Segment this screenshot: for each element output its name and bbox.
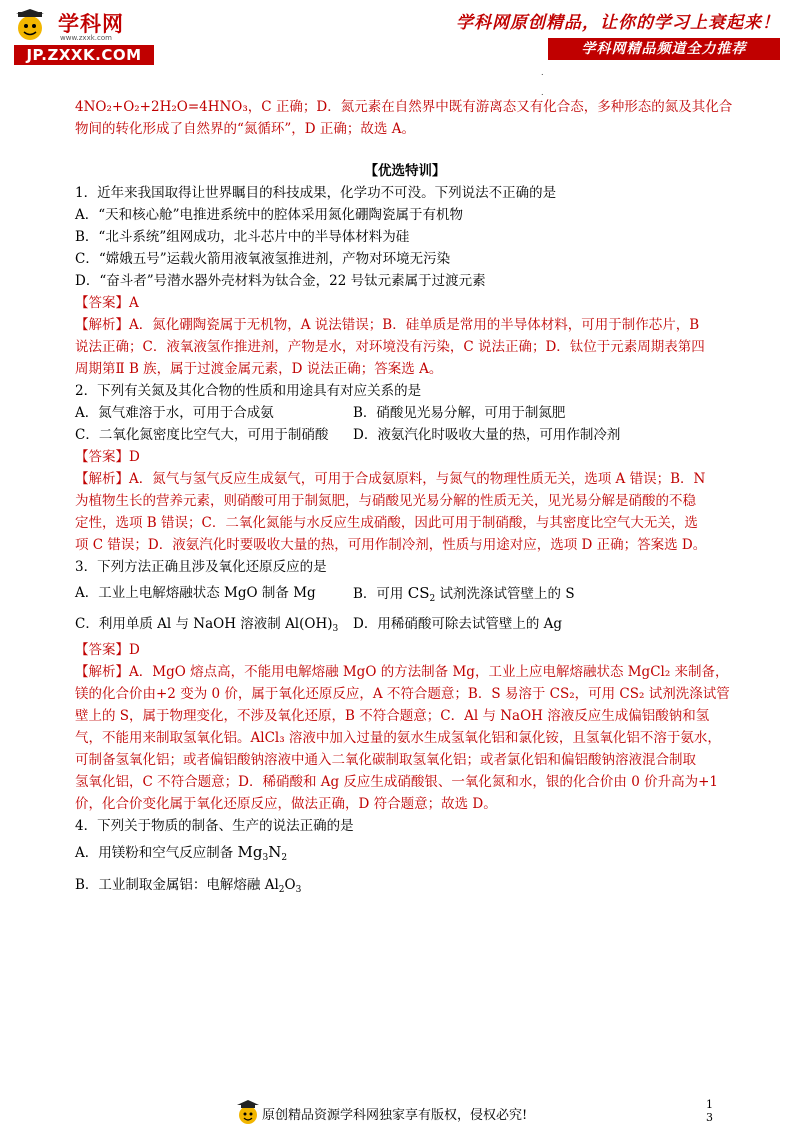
page-header <box>0 0 800 97</box>
q1-analysis-line: 【解析】A．氮化硼陶瓷属于无机物，A 说法错误；B．硅单质是常用的半导体材料，可用于制作芯片，B <box>75 317 700 333</box>
q2-option-a: A．氮气难溶于水，可用于合成氨 <box>75 405 274 421</box>
q4-option-b: B．工业制取金属铝：电解熔融 $Al_2O_3$ <box>75 877 302 895</box>
mascot-icon <box>236 1100 260 1126</box>
q3-analysis-line: 壁上的 S，属于物理变化，不涉及氧化还原，B 不符合题意；C．Al 与 NaOH 溶液反应生成偏铝酸钠和氢 <box>75 708 710 724</box>
q2-analysis-line: 项 C 错误；D．液氨汽化时要吸收大量的热，可用作制冷剂，性质与用途对应，选项 D 正确；答案选 D。 <box>75 537 707 553</box>
q2-options-row-1 <box>75 402 735 424</box>
page-footer <box>0 1090 800 1130</box>
header-banner: 学科网精品频道全力推荐 <box>548 38 780 60</box>
q2-analysis-line: 为植物生长的营养元素，则硝酸可用于制氮肥，与硝酸见光易分解的性质无关，见光易分解是硝酸的不稳 <box>75 493 696 509</box>
q3-option-a: A．工业上电解熔融状态 MgO 制备 Mg <box>75 585 316 601</box>
q1-option-a: A．“天和核心舱”电推进系统中的腔体采用氮化硼陶瓷属于有机物 <box>75 207 464 223</box>
q3-option-d: D．用稀硝酸可除去试管壁上的 Ag <box>353 616 563 632</box>
q2-analysis-line: 【解析】A．氮气与氢气反应生成氨气，可用于合成氨原料，与氮气的物理性质无关，选项 A 错误；B．N <box>75 471 706 487</box>
logo-name: 学科网 <box>58 12 124 36</box>
q1-analysis-line: 说法正确；C．液氧液氢作推进剂，产物是水，对环境没有污染，C 说法正确；D．钛位于元素周期表第四 <box>75 339 705 355</box>
header-slogan: 学科网原创精品，让你的学习上衰起来！ <box>456 13 780 33</box>
q2-analysis-line: 定性，选项 B 错误；C．二氧化氮能与水反应生成硝酸，因此可用于制硝酸，与其密度比空气大无关，选 <box>75 515 698 531</box>
q1-answer: 【答案】A <box>75 295 139 311</box>
document-body <box>75 96 735 902</box>
q4-option-a: A．用镁粉和空气反应制备 $Mg_3N_2$ <box>75 843 288 863</box>
q3-analysis-line: 价，化合价变化属于氧化还原反应，做法正确，D 符合题意；故选 D。 <box>75 796 497 812</box>
intro-line-2: 物间的转化形成了自然界的“氮循环”，D 正确；故选 A。 <box>75 121 415 137</box>
q1-option-d: D．“奋斗者”号潜水器外壳材料为钛合金，22 号钛元素属于过渡元素 <box>75 273 486 289</box>
q3-analysis-line: 氢氧化铝，C 不符合题意；D．稀硝酸和 Ag 反应生成硝酸银、一氧化氮和水，银的化合价由 0 价升高为+1 <box>75 774 718 790</box>
q3-option-c: C．利用单质 Al 与 NaOH 溶液制 $Al(OH)_3$ <box>75 616 339 634</box>
page-current: 1 <box>706 1098 713 1111</box>
q1-option-c: C．“嫦娥五号”运载火箭用液氧液氢推进剂，产物对环境无污染 <box>75 251 451 267</box>
logo-mascot-icon <box>14 8 58 42</box>
q3-analysis-line: 镁的化合价由+2 变为 0 价，属于氧化还原反应，A 不符合题意；B．S 易溶于 CS₂，可用 CS₂ 试剂洗涤试管 <box>75 686 730 702</box>
question-1-stem: 1．近年来我国取得让世界瞩目的科技成果，化学功不可没。下列说法不正确的是 <box>75 185 557 201</box>
page-number <box>706 1098 713 1124</box>
intro-line-1: 4NO₂+O₂+2H₂O=4HNO₃，C 正确；D．氮元素在自然界中既有游离态又有化合态，多种形态的氮及其化合 <box>75 99 733 115</box>
q3-option-b: B．可用 $CS_2$ 试剂洗涤试管壁上的 S <box>353 584 575 604</box>
section-title: 【优选特训】 <box>364 163 446 179</box>
q2-answer: 【答案】D <box>75 449 140 465</box>
q2-option-b: B．硝酸见光易分解，可用于制氮肥 <box>353 405 566 421</box>
q1-analysis-line: 周期第Ⅱ B 族，属于过渡金属元素，D 说法正确；答案选 A。 <box>75 361 443 377</box>
copyright-notice: 原创精品资源学科网独家享有版权，侵权必究! <box>262 1108 528 1123</box>
q3-analysis-line: 可制备氢氧化铝；或者偏铝酸钠溶液中通入二氧化碳制取氢氧化铝；或者氯化铝和偏铝酸钠溶液混合制取 <box>75 752 696 768</box>
q3-analysis-line: 【解析】A．MgO 熔点高，不能用电解熔融 MgO 的方法制备 Mg，工业上应电解熔融状态 MgCl₂ 来制备， <box>75 664 729 680</box>
logo-url-badge: JP.ZXXK.COM <box>14 45 154 65</box>
q3-options-row-2 <box>75 609 735 639</box>
q3-analysis-line: 气，不能用来制取氢氧化铝。AlCl₃ 溶液中加入过量的氨水生成氢氧化铝和氯化铵，且氢氧化铝不溶于氨水， <box>75 730 721 746</box>
header-dots: . . <box>541 68 544 97</box>
question-3-stem: 3．下列方法正确且涉及氧化还原反应的是 <box>75 559 327 575</box>
logo-subtitle: www.zxxk.com <box>60 34 112 42</box>
q2-option-c: C．二氧化氮密度比空气大，可用于制硝酸 <box>75 427 329 443</box>
question-2-stem: 2．下列有关氮及其化合物的性质和用途具有对应关系的是 <box>75 383 422 399</box>
page-total: 3 <box>706 1111 713 1124</box>
q1-option-b: B．“北斗系统”组网成功，北斗芯片中的半导体材料为硅 <box>75 229 410 245</box>
q3-options-row-1 <box>75 578 735 609</box>
q2-options-row-2 <box>75 424 735 446</box>
question-4-stem: 4．下列关于物质的制备、生产的说法正确的是 <box>75 818 354 834</box>
q3-answer: 【答案】D <box>75 642 140 658</box>
q2-option-d: D．液氨汽化时吸收大量的热，可用作制冷剂 <box>353 427 621 443</box>
